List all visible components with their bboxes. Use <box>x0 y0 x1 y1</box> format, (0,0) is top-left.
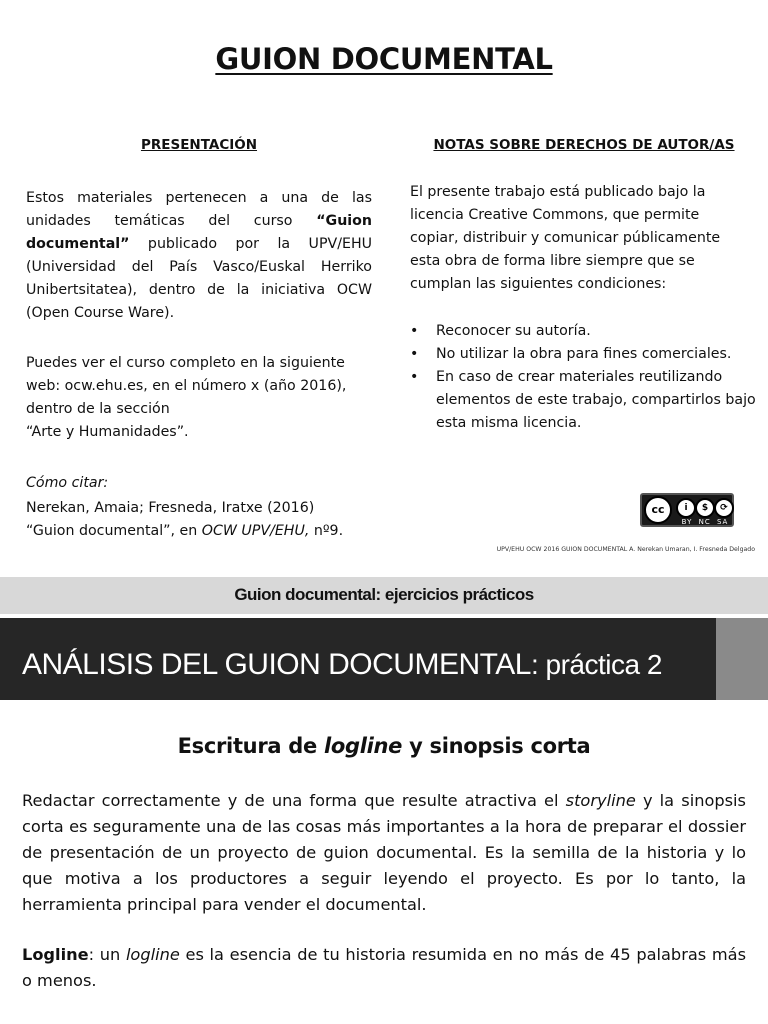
citation-line-1: Nerekan, Amaia; Fresneda, Iratxe (2016) <box>26 500 315 516</box>
list-item: • No utilizar la obra para fines comerciales. <box>410 343 760 366</box>
logline-paragraph <box>22 942 746 994</box>
list-item: • Reconocer su autoría. <box>410 320 760 343</box>
attribution-icon: i <box>676 498 696 518</box>
license-line-4: esta obra de forma libre siempre que se <box>410 253 695 269</box>
page-title: GUION DOCUMENTAL <box>215 42 553 76</box>
presentation-heading: PRESENTACIÓN <box>140 137 258 153</box>
practice-title <box>22 648 662 682</box>
course-location-line-1: Puedes ver el curso completo en la siguiente <box>26 355 345 371</box>
logline-italic: logline <box>125 945 180 964</box>
creative-commons-badge[interactable] <box>640 493 734 527</box>
course-location-paragraph <box>26 352 372 444</box>
storyline-paragraph <box>22 788 746 918</box>
course-location-line-3: dentro de la sección <box>26 401 170 417</box>
noncommercial-icon: $ <box>695 498 715 518</box>
list-item: • En caso de crear materiales reutilizando elementos de este trabajo, compartirlos bajo esta misma licencia. <box>410 366 760 435</box>
citation-line-2a: “Guion documental”, en <box>26 523 202 539</box>
license-paragraph <box>410 181 760 296</box>
citation-label: Cómo citar: <box>26 475 109 491</box>
practice-title-sub: : práctica 2 <box>530 649 662 680</box>
presentation-paragraph <box>26 187 372 325</box>
storyline-text-a: Redactar correctamente y de una forma que resulte atractiva el <box>22 791 566 810</box>
section-title-a: Escritura de <box>177 734 324 758</box>
citation-line-2b: nº9. <box>309 523 344 539</box>
practice-title-main: ANÁLISIS DEL GUION DOCUMENTAL <box>22 648 531 681</box>
presentation-text-b: publicado por la UPV/EHU (Universidad del País Vasco/Euskal Herriko Unibertsitatea), dentro de la iniciativa OCW (Open Course Ware). <box>26 236 372 321</box>
presentation-text-a: Estos materiales pertenecen a una de las unidades temáticas del curso <box>26 190 372 229</box>
section-title <box>0 734 768 758</box>
footer-credit: UPV/EHU OCW 2016 GUION DOCUMENTAL A. Nerekan Umaran, I. Fresneda Delgado <box>496 546 755 553</box>
practice-banner <box>0 618 716 700</box>
banner-accent <box>716 618 768 700</box>
license-line-1: El presente trabajo está publicado bajo la <box>410 184 706 200</box>
cc-icon: cc <box>644 496 672 524</box>
license-conditions-list <box>410 320 760 435</box>
storyline-text-b: y la sinopsis corta es seguramente una de las cosas más importantes a la hora de preparar el dossier de presentación de un proyecto de guion documental. Es la semilla de la historia y lo que motiva a los productores a seguir leyendo el proyecto. Es por lo tanto, la herramienta principal para vender el documental. <box>22 791 746 914</box>
citation-source: OCW UPV/EHU, <box>201 523 310 539</box>
share-alike-icon: ⟳ <box>714 498 734 518</box>
license-tags: BY NC SA <box>681 518 729 526</box>
section-band-label: Guion documental: ejercicios prácticos <box>234 585 534 604</box>
storyline-term: storyline <box>565 791 636 810</box>
section-title-italic: logline <box>323 734 403 758</box>
section-title-b: y sinopsis corta <box>402 734 591 758</box>
citation <box>26 497 372 543</box>
section-band <box>0 577 768 614</box>
logline-text-b: es la esencia de tu historia resumida en no más de 45 palabras más o menos. <box>22 945 746 990</box>
license-line-3: copiar, distribuir y comunicar públicamente <box>410 230 721 246</box>
copyright-heading: NOTAS SOBRE DERECHOS DE AUTOR/AS <box>433 137 735 153</box>
license-line-5: cumplan las siguientes condiciones: <box>410 276 667 292</box>
license-line-2: licencia Creative Commons, que permite <box>410 207 700 223</box>
course-location-line-4: “Arte y Humanidades”. <box>26 424 189 440</box>
logline-text-a: : un <box>88 945 126 964</box>
course-name: “Guion documental” <box>26 213 372 252</box>
course-location-line-2: web: ocw.ehu.es, en el número x (año 2016), <box>26 378 347 394</box>
logline-term: Logline <box>22 945 89 964</box>
